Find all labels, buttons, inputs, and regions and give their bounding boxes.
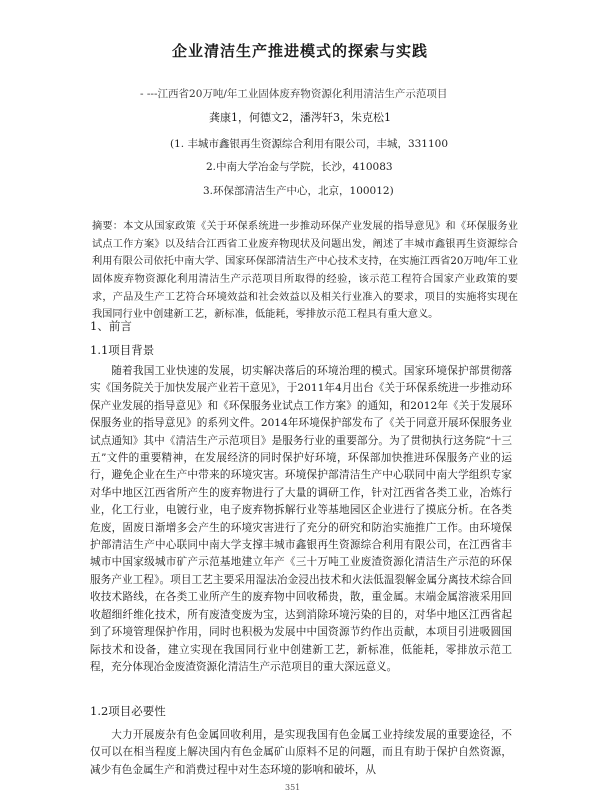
section-heading-introduction: 1、前言 (90, 319, 132, 333)
affiliation-1: (1. 丰城市鑫银再生资源综合利用有限公司，丰城，331100 (170, 138, 449, 150)
affiliation-2: 2.中南大学冶金与学院，长沙，410083 (206, 161, 393, 173)
paper-subtitle: - ---江西省20万吨/年工业固体废弃物资源化利用清洁生产示范项目 (140, 88, 448, 100)
page-number: 351 (285, 783, 301, 792)
author-list: 龚康1，何德文2，潘涔轩3，朱克松1 (209, 111, 391, 124)
body-paragraph-background: 随着我国工业快速的发展，切实解决落后的环境治理的模式。国家环境保护部贯彻落实《国务院关于加快发展产业若干意见》，于2011年4月出台《关于环保系统进一步推动环保产业发展的指导意见》和《环保服务业试点工作方案》的通知，和2012年《关于发展环保服务业的指导意见》的系列文件。2014年环境保护部发布了《关于同意开展环保服务业试点通知》其中《清洁生产示范项目》是服务行业的重要部分。为了贯彻执行这务院“十三五”文件的重要精神，在发展经济的同时保护好环境，环保部加快推进环保服务产业的运行，避免企业在生产中带来的环境灾害。环境保护部清洁生产中心联同中南大学组织专家对华中地区江西省所产生的废弃物进行了大量的调研工作，针对江西省各类工业，冶炼行业，化工行业，电镀行业，电子废弃物拆解行业等基地园区企业进行了摸底分析。在各类危废，固废日渐增多会产生的环境灾害进行了充分的研究和防治实施推广工作。由环境保护部清洁生产中心联同中南大学支撑丰城市鑫银再生资源综合利用有限公司，在江西省丰城市中国家级城市矿产示范基地建立年产《三十万吨工业废渣资源化清洁生产示范的环保服务产业工程》。项目工艺主要采用湿法冶金浸出技术和火法低温裂解金属分离技术综合回收技术路线，在各类工业所产生的废弃物中回收稀贵，散，重金属。末端金属溶液采用回收超细纤维化技术，所有废渣变废为宝，达到消除环境污染的目的，对华中地区江西省起到了环境管理保护作用，同时也积极为发展中中国资源节约作出贡献，本项目引进吸圆国际技术和设备，建立实现在我国同行业中创建新工艺，新标准，低能耗，零排放示范工程，充分体现冶金废渣资源化清洁生产示范项目的重大深远意义。 (90, 365, 512, 673)
abstract: 摘要：本文从国家政策《关于环保系统进一步推动环保产业发展的指导意见》和《环保服务业试点工作方案》以及结合江西省工业废弃物现状及问题出发，阐述了丰城市鑫银再生资源综合利用有限公司依托中南大学、国家环保部清洁生产中心技术支持，在实施江西省20万吨/年工业固体废弃物资源化利用清洁生产示范项目所取得的经验，该示范工程符合国家产业政策的要求，产品及生产工艺符合环境效益和社会效益以及相关行业准入的要求，项目的实施将实现在我国同行业中创建新工艺，新标准，低能耗，零排放示范工程具有重大意义。 (92, 221, 518, 321)
section-heading-necessity: 1.2项目必要性 (90, 704, 166, 718)
section-heading-background: 1.1项目背景 (90, 343, 155, 357)
paper-title: 企业清洁生产推进模式的探索与实践 (171, 42, 428, 60)
affiliation-3: 3.环保部清洁生产中心，北京，100012) (203, 185, 394, 197)
body-paragraph-necessity: 大力开展废杂有色金属回收利用，是实现我国有色金属工业持续发展的重要途径，不仅可以在相当程度上解决国内有色金属矿山原料不足的问题，而且有助于保护自然资源，减少有色金属生产和消费过程中对生态环境的影响和破坏，从 (90, 729, 512, 776)
